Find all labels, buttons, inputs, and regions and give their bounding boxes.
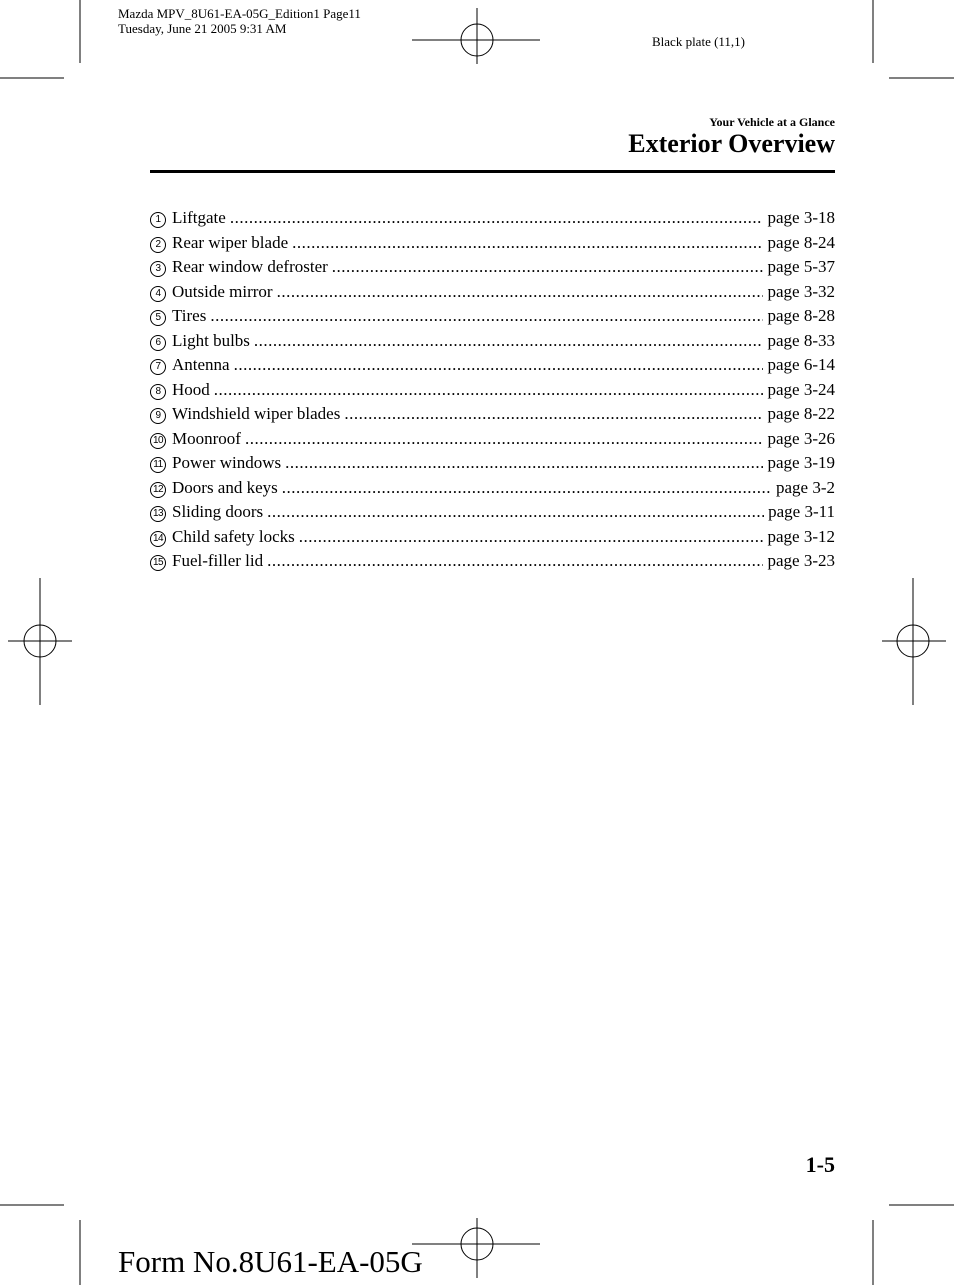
toc-page: page 3-26 xyxy=(767,428,835,448)
toc-page: page 3-32 xyxy=(767,281,835,301)
print-slug xyxy=(118,6,361,36)
item-number-icon: 4 xyxy=(150,286,166,302)
section-heading: Your Vehicle at a Glance xyxy=(709,115,835,129)
toc-label: Sliding doors xyxy=(172,502,264,521)
toc-item[interactable] xyxy=(150,233,835,258)
item-number-icon: 10 xyxy=(150,433,166,449)
item-number-icon: 5 xyxy=(150,310,166,326)
item-number-icon: 12 xyxy=(150,482,166,498)
toc-item[interactable] xyxy=(150,404,835,429)
toc-item[interactable] xyxy=(150,282,835,307)
toc-item[interactable] xyxy=(150,551,835,576)
dot-leader xyxy=(267,551,763,571)
dot-leader xyxy=(332,257,764,277)
dot-leader xyxy=(344,404,763,424)
item-number-icon: 14 xyxy=(150,531,166,547)
item-number-icon: 13 xyxy=(150,506,166,522)
toc-page: page 3-12 xyxy=(767,526,835,546)
dot-leader xyxy=(285,453,763,473)
form-number: Form No.8U61-EA-05G xyxy=(118,1244,423,1279)
dot-leader xyxy=(210,306,763,326)
toc-item[interactable] xyxy=(150,502,835,527)
toc-label: Light bulbs xyxy=(172,330,250,350)
toc-page: page 3-24 xyxy=(767,379,835,399)
toc-item[interactable] xyxy=(150,331,835,356)
toc-label: Hood xyxy=(172,379,210,399)
dot-leader xyxy=(254,331,764,351)
toc-page: page 8-33 xyxy=(767,330,835,350)
title-rule xyxy=(150,170,835,173)
toc-item[interactable] xyxy=(150,355,835,380)
dot-leader xyxy=(277,282,764,302)
dot-leader xyxy=(282,478,772,498)
toc-page: page 8-24 xyxy=(767,232,835,252)
toc-page: page 3-2 xyxy=(775,477,835,497)
dot-leader xyxy=(214,380,764,400)
page-number: 1-5 xyxy=(805,1152,835,1177)
item-number-icon: 15 xyxy=(150,555,166,571)
toc-label: Tires xyxy=(172,306,207,325)
toc-label: Fuel-filler lid xyxy=(172,551,264,570)
item-number-icon: 6 xyxy=(150,335,166,351)
slug-line-2: Tuesday, June 21 2005 9:31 AM xyxy=(118,21,287,36)
dot-leader xyxy=(292,233,763,253)
toc-page: page 8-22 xyxy=(767,404,835,423)
item-number-icon: 1 xyxy=(150,212,166,228)
toc-label: Child safety locks xyxy=(172,526,295,546)
toc-label: Outside mirror xyxy=(172,281,273,301)
toc-label: Rear wiper blade xyxy=(172,232,289,252)
toc-item[interactable] xyxy=(150,478,835,503)
toc-label: Power windows xyxy=(172,453,282,472)
toc-label: Antenna xyxy=(172,355,230,374)
toc-label: Doors and keys xyxy=(172,477,278,497)
item-number-icon: 7 xyxy=(150,359,166,375)
item-number-icon: 8 xyxy=(150,384,166,400)
toc-item[interactable] xyxy=(150,380,835,405)
toc-page: page 6-14 xyxy=(767,355,835,374)
item-number-icon: 2 xyxy=(150,237,166,253)
toc-label: Moonroof xyxy=(172,428,241,448)
item-number-icon: 3 xyxy=(150,261,166,277)
toc-item[interactable] xyxy=(150,257,835,282)
toc-item[interactable] xyxy=(150,527,835,552)
toc-page: page 3-11 xyxy=(768,502,835,521)
toc-item[interactable] xyxy=(150,208,835,233)
toc-label: Rear window defroster xyxy=(172,257,328,276)
toc-page: page 5-37 xyxy=(767,257,835,276)
dot-leader xyxy=(267,502,764,522)
page-title: Exterior Overview xyxy=(628,129,835,158)
toc-page: page 8-28 xyxy=(767,306,835,325)
toc-list xyxy=(150,208,835,576)
toc-label: Windshield wiper blades xyxy=(172,404,341,423)
dot-leader xyxy=(230,208,764,228)
toc-label: Liftgate xyxy=(172,208,226,227)
toc-page: page 3-19 xyxy=(767,453,835,472)
dot-leader xyxy=(299,527,764,547)
dot-leader xyxy=(245,429,764,449)
plate-label: Black plate (11,1) xyxy=(652,34,746,49)
toc-page: page 3-23 xyxy=(767,551,835,570)
item-number-icon: 11 xyxy=(150,457,166,473)
slug-line-1: Mazda MPV_8U61-EA-05G_Edition1 Page11 xyxy=(118,6,361,21)
item-number-icon: 9 xyxy=(150,408,166,424)
toc-item[interactable] xyxy=(150,306,835,331)
toc-page: page 3-18 xyxy=(767,208,835,227)
toc-item[interactable] xyxy=(150,453,835,478)
dot-leader xyxy=(234,355,764,375)
toc-item[interactable] xyxy=(150,429,835,454)
